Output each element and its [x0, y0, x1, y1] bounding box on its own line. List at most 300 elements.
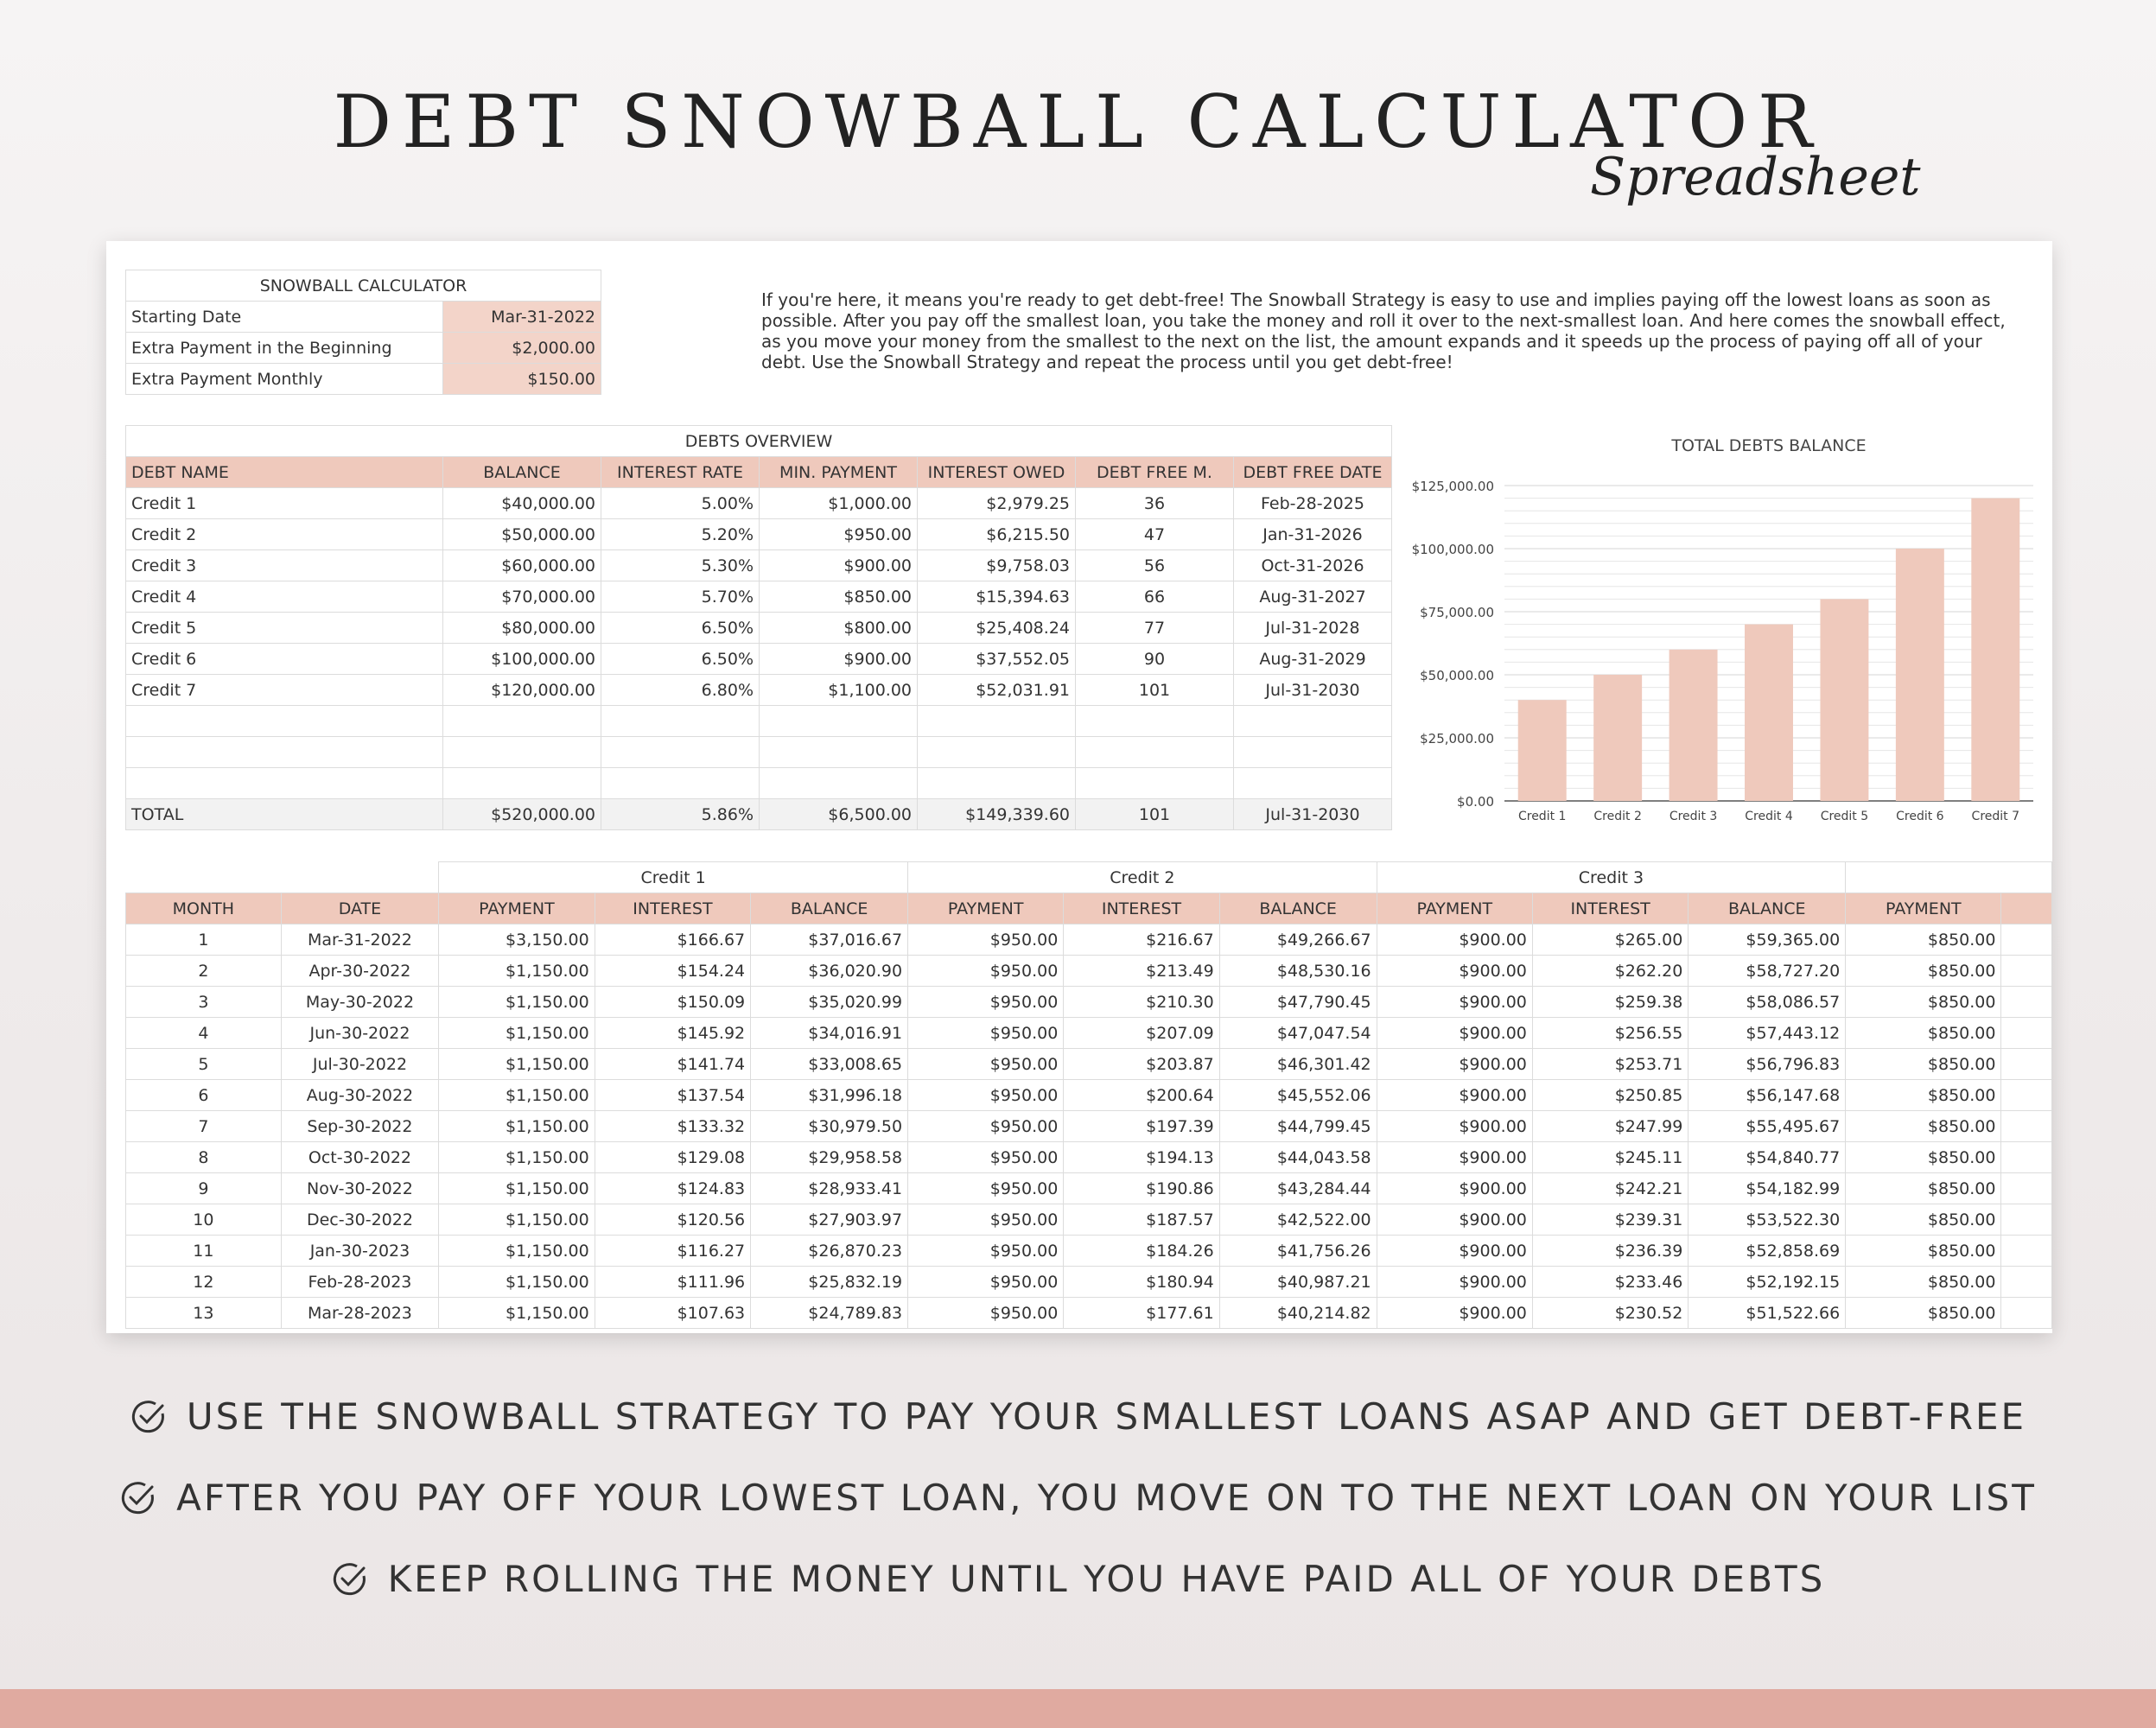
- debt-cell[interactable]: $850.00: [760, 581, 918, 613]
- schedule-cell[interactable]: $141.74: [595, 1049, 750, 1080]
- empty-cell[interactable]: [760, 768, 918, 799]
- schedule-cell[interactable]: Jul-30-2022: [281, 1049, 438, 1080]
- total-cell: $149,339.60: [918, 799, 1076, 830]
- schedule-cell[interactable]: 11: [126, 1236, 282, 1267]
- schedule-cell[interactable]: $45,552.06: [1219, 1080, 1377, 1111]
- schedule-cell[interactable]: $1,150.00: [439, 1173, 595, 1204]
- schedule-cell[interactable]: 10: [126, 1204, 282, 1236]
- y-tick-label: $0.00: [1457, 794, 1494, 810]
- schedule-cell[interactable]: $900.00: [1377, 1298, 1532, 1329]
- debt-cell[interactable]: Credit 5: [126, 613, 443, 644]
- schedule-cell[interactable]: 6: [126, 1080, 282, 1111]
- schedule-cell[interactable]: $850.00: [1846, 1111, 2001, 1142]
- schedule-cell[interactable]: $259.38: [1532, 987, 1688, 1018]
- empty-cell[interactable]: [1234, 706, 1392, 737]
- schedule-cell[interactable]: $1,150.00: [439, 987, 595, 1018]
- schedule-cell[interactable]: $900.00: [1377, 1111, 1532, 1142]
- column-header: DEBT FREE DATE: [1234, 457, 1392, 488]
- debt-cell[interactable]: Jul-31-2030: [1234, 675, 1392, 706]
- column-header: PAYMENT: [1377, 893, 1532, 924]
- debt-cell[interactable]: 56: [1076, 550, 1234, 581]
- debt-cell[interactable]: $6,215.50: [918, 519, 1076, 550]
- schedule-cell[interactable]: $47,047.54: [1219, 1018, 1377, 1049]
- debt-cell[interactable]: $1,000.00: [760, 488, 918, 519]
- schedule-cell[interactable]: $1,150.00: [439, 1267, 595, 1298]
- schedule-cell[interactable]: $43,284.44: [1219, 1173, 1377, 1204]
- schedule-cell[interactable]: 8: [126, 1142, 282, 1173]
- schedule-cell[interactable]: $1,150.00: [439, 1111, 595, 1142]
- schedule-cell[interactable]: $242.21: [1532, 1173, 1688, 1204]
- schedule-cell[interactable]: $187.57: [1064, 1204, 1219, 1236]
- empty-cell[interactable]: [601, 706, 760, 737]
- schedule-cell[interactable]: Sep-30-2022: [281, 1111, 438, 1142]
- empty-cell[interactable]: [601, 768, 760, 799]
- schedule-cell[interactable]: $900.00: [1377, 1236, 1532, 1267]
- debt-cell[interactable]: $120,000.00: [443, 675, 601, 706]
- debt-cell[interactable]: $37,552.05: [918, 644, 1076, 675]
- debt-cell[interactable]: 90: [1076, 644, 1234, 675]
- empty-cell[interactable]: [760, 737, 918, 768]
- debt-cell[interactable]: 77: [1076, 613, 1234, 644]
- schedule-cell[interactable]: $58,086.57: [1689, 987, 1846, 1018]
- schedule-cell[interactable]: $137.54: [595, 1080, 750, 1111]
- check-circle-icon: [331, 1560, 369, 1598]
- schedule-cell[interactable]: $180.94: [1064, 1267, 1219, 1298]
- schedule-cell[interactable]: $133.32: [595, 1111, 750, 1142]
- schedule-cell[interactable]: $120.56: [595, 1204, 750, 1236]
- feature-bullet: [0, 1391, 2156, 1443]
- schedule-cell[interactable]: $59,365.00: [1689, 924, 1846, 956]
- schedule-cell[interactable]: $900.00: [1377, 1142, 1532, 1173]
- debt-cell[interactable]: $950.00: [760, 519, 918, 550]
- column-header: BALANCE: [751, 893, 908, 924]
- empty-cell[interactable]: [126, 768, 443, 799]
- empty-cell[interactable]: [918, 768, 1076, 799]
- schedule-cell[interactable]: $177.61: [1064, 1298, 1219, 1329]
- schedule-cell[interactable]: $900.00: [1377, 987, 1532, 1018]
- schedule-cell[interactable]: $48,530.16: [1219, 956, 1377, 987]
- schedule-cell[interactable]: $34,016.91: [751, 1018, 908, 1049]
- credit-group-header: Credit 1: [439, 862, 908, 893]
- debt-cell[interactable]: $70,000.00: [443, 581, 601, 613]
- empty-cell[interactable]: [918, 706, 1076, 737]
- empty-cell[interactable]: [443, 737, 601, 768]
- schedule-cell[interactable]: $111.96: [595, 1267, 750, 1298]
- column-header: DATE: [281, 893, 438, 924]
- schedule-cell[interactable]: $236.39: [1532, 1236, 1688, 1267]
- schedule-cell[interactable]: $31,996.18: [751, 1080, 908, 1111]
- debt-cell[interactable]: $25,408.24: [918, 613, 1076, 644]
- column-header: INTEREST: [1064, 893, 1219, 924]
- schedule-cell[interactable]: $1,150.00: [439, 1204, 595, 1236]
- schedule-row: [126, 1018, 2052, 1049]
- debt-cell[interactable]: 66: [1076, 581, 1234, 613]
- column-header: BALANCE: [1689, 893, 1846, 924]
- debt-cell[interactable]: $900.00: [760, 550, 918, 581]
- empty-cell[interactable]: [126, 737, 443, 768]
- schedule-cell[interactable]: $1,150.00: [439, 1049, 595, 1080]
- check-circle-icon: [119, 1479, 157, 1517]
- schedule-cell[interactable]: Apr-30-2022: [281, 956, 438, 987]
- x-tick-label: Credit 6: [1896, 810, 1944, 823]
- column-header: INTEREST: [1532, 893, 1688, 924]
- spreadsheet-panel: [106, 241, 2052, 1333]
- schedule-cell[interactable]: $52,858.69: [1689, 1236, 1846, 1267]
- debts-overview-table: [125, 425, 1392, 830]
- schedule-cell[interactable]: $56,796.83: [1689, 1049, 1846, 1080]
- debt-row: [126, 581, 1392, 613]
- schedule-cell[interactable]: $29,958.58: [751, 1142, 908, 1173]
- schedule-cell[interactable]: $950.00: [908, 956, 1064, 987]
- schedule-cell[interactable]: $49,266.67: [1219, 924, 1377, 956]
- schedule-cell[interactable]: [2001, 1142, 2052, 1173]
- schedule-cell[interactable]: Jan-30-2023: [281, 1236, 438, 1267]
- x-tick-label: Credit 1: [1517, 810, 1567, 823]
- debt-cell[interactable]: $15,394.63: [918, 581, 1076, 613]
- schedule-cell[interactable]: $51,522.66: [1689, 1298, 1846, 1329]
- x-tick-label: Credit 4: [1745, 810, 1793, 823]
- schedule-cell[interactable]: $950.00: [908, 1018, 1064, 1049]
- schedule-cell[interactable]: $900.00: [1377, 1173, 1532, 1204]
- schedule-cell[interactable]: [2001, 1267, 2052, 1298]
- debt-row: [126, 644, 1392, 675]
- schedule-cell[interactable]: $256.55: [1532, 1018, 1688, 1049]
- debt-cell[interactable]: 101: [1076, 675, 1234, 706]
- schedule-cell[interactable]: $233.46: [1532, 1267, 1688, 1298]
- schedule-cell[interactable]: $26,870.23: [751, 1236, 908, 1267]
- schedule-row: [126, 924, 2052, 956]
- schedule-cell[interactable]: $950.00: [908, 987, 1064, 1018]
- schedule-cell[interactable]: $247.99: [1532, 1111, 1688, 1142]
- schedule-cell[interactable]: [2001, 1018, 2052, 1049]
- empty-cell[interactable]: [1234, 768, 1392, 799]
- schedule-cell[interactable]: $24,789.83: [751, 1298, 908, 1329]
- debt-cell[interactable]: 5.70%: [601, 581, 760, 613]
- total-cell: 101: [1076, 799, 1234, 830]
- debt-cell[interactable]: Aug-31-2029: [1234, 644, 1392, 675]
- schedule-cell[interactable]: 7: [126, 1111, 282, 1142]
- chart-bar: [1593, 675, 1642, 801]
- schedule-cell[interactable]: 5: [126, 1049, 282, 1080]
- schedule-cell[interactable]: $850.00: [1846, 956, 2001, 987]
- page-title: DEBT SNOWBALL CALCULATOR: [333, 79, 1823, 164]
- schedule-cell[interactable]: $253.71: [1532, 1049, 1688, 1080]
- schedule-cell[interactable]: $30,979.50: [751, 1111, 908, 1142]
- feature-bullet-text: KEEP ROLLING THE MONEY UNTIL YOU HAVE PAID ALL OF YOUR DEBTS: [387, 1558, 1826, 1600]
- debt-cell[interactable]: 47: [1076, 519, 1234, 550]
- schedule-cell[interactable]: [2001, 1298, 2052, 1329]
- schedule-cell[interactable]: $950.00: [908, 1204, 1064, 1236]
- empty-cell[interactable]: [1076, 706, 1234, 737]
- schedule-cell[interactable]: $42,522.00: [1219, 1204, 1377, 1236]
- schedule-cell[interactable]: $950.00: [908, 1267, 1064, 1298]
- column-header: INTEREST: [595, 893, 750, 924]
- calculator-label: Extra Payment Monthly: [126, 364, 443, 395]
- schedule-cell[interactable]: $1,150.00: [439, 1236, 595, 1267]
- schedule-cell[interactable]: $265.00: [1532, 924, 1688, 956]
- total-cell: $520,000.00: [443, 799, 601, 830]
- schedule-cell[interactable]: $33,008.65: [751, 1049, 908, 1080]
- schedule-cell[interactable]: $900.00: [1377, 1049, 1532, 1080]
- schedule-cell[interactable]: $44,799.45: [1219, 1111, 1377, 1142]
- schedule-cell[interactable]: $40,987.21: [1219, 1267, 1377, 1298]
- column-header: PAYMENT: [439, 893, 595, 924]
- schedule-cell[interactable]: $900.00: [1377, 1018, 1532, 1049]
- schedule-cell[interactable]: Oct-30-2022: [281, 1142, 438, 1173]
- schedule-cell[interactable]: $1,150.00: [439, 956, 595, 987]
- column-header: INTEREST OWED: [918, 457, 1076, 488]
- debt-cell[interactable]: Credit 6: [126, 644, 443, 675]
- schedule-cell[interactable]: $900.00: [1377, 1204, 1532, 1236]
- chart-svg: [1392, 425, 2049, 831]
- schedule-cell[interactable]: Dec-30-2022: [281, 1204, 438, 1236]
- overview-heading: DEBTS OVERVIEW: [126, 426, 1392, 457]
- debt-cell[interactable]: Aug-31-2027: [1234, 581, 1392, 613]
- schedule-cell[interactable]: $1,150.00: [439, 1298, 595, 1329]
- debt-cell[interactable]: Credit 1: [126, 488, 443, 519]
- schedule-cell[interactable]: $262.20: [1532, 956, 1688, 987]
- empty-cell[interactable]: [443, 768, 601, 799]
- schedule-cell[interactable]: 13: [126, 1298, 282, 1329]
- calculator-label: Starting Date: [126, 302, 443, 333]
- schedule-cell[interactable]: Feb-28-2023: [281, 1267, 438, 1298]
- schedule-cell[interactable]: $25,832.19: [751, 1267, 908, 1298]
- schedule-cell[interactable]: $1,150.00: [439, 1142, 595, 1173]
- schedule-cell[interactable]: Mar-31-2022: [281, 924, 438, 956]
- empty-debt-row: [126, 737, 1392, 768]
- schedule-cell[interactable]: 3: [126, 987, 282, 1018]
- schedule-cell[interactable]: $46,301.42: [1219, 1049, 1377, 1080]
- schedule-cell[interactable]: $850.00: [1846, 1236, 2001, 1267]
- empty-cell[interactable]: [918, 737, 1076, 768]
- schedule-cell[interactable]: $239.31: [1532, 1204, 1688, 1236]
- schedule-cell[interactable]: $47,790.45: [1219, 987, 1377, 1018]
- debt-cell[interactable]: Credit 3: [126, 550, 443, 581]
- schedule-cell[interactable]: $850.00: [1846, 1142, 2001, 1173]
- empty-cell[interactable]: [443, 706, 601, 737]
- empty-cell[interactable]: [760, 706, 918, 737]
- schedule-cell[interactable]: $56,147.68: [1689, 1080, 1846, 1111]
- debt-cell[interactable]: Credit 4: [126, 581, 443, 613]
- debt-cell[interactable]: Feb-28-2025: [1234, 488, 1392, 519]
- schedule-cell[interactable]: $190.86: [1064, 1173, 1219, 1204]
- schedule-cell[interactable]: $124.83: [595, 1173, 750, 1204]
- schedule-cell[interactable]: $40,214.82: [1219, 1298, 1377, 1329]
- schedule-cell[interactable]: $194.13: [1064, 1142, 1219, 1173]
- schedule-cell[interactable]: $116.27: [595, 1236, 750, 1267]
- schedule-cell[interactable]: [2001, 1236, 2052, 1267]
- schedule-cell[interactable]: $145.92: [595, 1018, 750, 1049]
- schedule-cell[interactable]: $129.08: [595, 1142, 750, 1173]
- schedule-cell[interactable]: $166.67: [595, 924, 750, 956]
- debt-row: [126, 613, 1392, 644]
- schedule-cell[interactable]: [2001, 1173, 2052, 1204]
- empty-cell[interactable]: [601, 737, 760, 768]
- schedule-cell[interactable]: Jun-30-2022: [281, 1018, 438, 1049]
- schedule-cell[interactable]: $36,020.90: [751, 956, 908, 987]
- schedule-cell[interactable]: $900.00: [1377, 1080, 1532, 1111]
- schedule-cell[interactable]: $44,043.58: [1219, 1142, 1377, 1173]
- schedule-row: [126, 956, 2052, 987]
- schedule-cell[interactable]: Aug-30-2022: [281, 1080, 438, 1111]
- schedule-cell[interactable]: Nov-30-2022: [281, 1173, 438, 1204]
- debt-cell[interactable]: $52,031.91: [918, 675, 1076, 706]
- schedule-cell[interactable]: $37,016.67: [751, 924, 908, 956]
- debt-cell[interactable]: $100,000.00: [443, 644, 601, 675]
- schedule-cell[interactable]: $197.39: [1064, 1111, 1219, 1142]
- schedule-cell[interactable]: $850.00: [1846, 1049, 2001, 1080]
- debt-cell[interactable]: Oct-31-2026: [1234, 550, 1392, 581]
- schedule-cell[interactable]: $245.11: [1532, 1142, 1688, 1173]
- schedule-cell[interactable]: $950.00: [908, 1049, 1064, 1080]
- schedule-cell[interactable]: $950.00: [908, 1142, 1064, 1173]
- schedule-cell[interactable]: $850.00: [1846, 987, 2001, 1018]
- schedule-cell[interactable]: $54,182.99: [1689, 1173, 1846, 1204]
- schedule-cell[interactable]: $850.00: [1846, 1018, 2001, 1049]
- total-cell: $6,500.00: [760, 799, 918, 830]
- schedule-cell[interactable]: $207.09: [1064, 1018, 1219, 1049]
- debt-cell[interactable]: 6.50%: [601, 613, 760, 644]
- schedule-cell[interactable]: $950.00: [908, 1298, 1064, 1329]
- schedule-cell[interactable]: $41,756.26: [1219, 1236, 1377, 1267]
- schedule-cell[interactable]: $850.00: [1846, 924, 2001, 956]
- schedule-cell[interactable]: $950.00: [908, 924, 1064, 956]
- column-header: MIN. PAYMENT: [760, 457, 918, 488]
- schedule-row: [126, 1236, 2052, 1267]
- schedule-cell[interactable]: $53,522.30: [1689, 1204, 1846, 1236]
- schedule-cell[interactable]: [2001, 1111, 2052, 1142]
- debt-cell[interactable]: 5.30%: [601, 550, 760, 581]
- schedule-cell[interactable]: $54,840.77: [1689, 1142, 1846, 1173]
- schedule-cell[interactable]: $58,727.20: [1689, 956, 1846, 987]
- schedule-cell[interactable]: $216.67: [1064, 924, 1219, 956]
- empty-cell[interactable]: [1076, 737, 1234, 768]
- schedule-row: [126, 1111, 2052, 1142]
- schedule-cell[interactable]: $213.49: [1064, 956, 1219, 987]
- schedule-cell[interactable]: $850.00: [1846, 1080, 2001, 1111]
- schedule-row: [126, 1080, 2052, 1111]
- debt-cell[interactable]: $40,000.00: [443, 488, 601, 519]
- schedule-cell[interactable]: $107.63: [595, 1298, 750, 1329]
- debt-cell[interactable]: $50,000.00: [443, 519, 601, 550]
- schedule-cell[interactable]: [2001, 924, 2052, 956]
- empty-cell[interactable]: [126, 706, 443, 737]
- schedule-cell[interactable]: $1,150.00: [439, 1018, 595, 1049]
- snowball-calculator-table: [125, 270, 601, 395]
- schedule-cell[interactable]: 9: [126, 1173, 282, 1204]
- schedule-cell[interactable]: [2001, 987, 2052, 1018]
- debt-cell[interactable]: Credit 2: [126, 519, 443, 550]
- schedule-cell[interactable]: Mar-28-2023: [281, 1298, 438, 1329]
- schedule-cell[interactable]: $150.09: [595, 987, 750, 1018]
- credit-group-header: Credit 3: [1377, 862, 1846, 893]
- debt-cell[interactable]: 36: [1076, 488, 1234, 519]
- schedule-cell[interactable]: 12: [126, 1267, 282, 1298]
- total-debts-balance-chart: [1392, 425, 2049, 831]
- schedule-cell[interactable]: [2001, 1080, 2052, 1111]
- debt-cell[interactable]: $60,000.00: [443, 550, 601, 581]
- x-tick-label: Credit 2: [1593, 810, 1642, 823]
- schedule-cell[interactable]: $850.00: [1846, 1267, 2001, 1298]
- schedule-cell[interactable]: 4: [126, 1018, 282, 1049]
- schedule-cell[interactable]: $950.00: [908, 1173, 1064, 1204]
- schedule-cell[interactable]: $850.00: [1846, 1173, 2001, 1204]
- schedule-cell[interactable]: $900.00: [1377, 956, 1532, 987]
- debt-cell[interactable]: $900.00: [760, 644, 918, 675]
- schedule-row: [126, 1173, 2052, 1204]
- schedule-cell[interactable]: $55,495.67: [1689, 1111, 1846, 1142]
- schedule-cell[interactable]: $950.00: [908, 1080, 1064, 1111]
- empty-cell[interactable]: [1234, 737, 1392, 768]
- schedule-cell[interactable]: $230.52: [1532, 1298, 1688, 1329]
- schedule-cell[interactable]: $950.00: [908, 1111, 1064, 1142]
- schedule-cell[interactable]: $154.24: [595, 956, 750, 987]
- debt-cell[interactable]: $1,100.00: [760, 675, 918, 706]
- schedule-cell[interactable]: $184.26: [1064, 1236, 1219, 1267]
- schedule-cell[interactable]: $900.00: [1377, 1267, 1532, 1298]
- debt-cell[interactable]: 5.20%: [601, 519, 760, 550]
- debt-cell[interactable]: $800.00: [760, 613, 918, 644]
- debt-cell[interactable]: 6.80%: [601, 675, 760, 706]
- schedule-cell[interactable]: $850.00: [1846, 1298, 2001, 1329]
- extra-payment-monthly-input[interactable]: $150.00: [443, 364, 601, 395]
- schedule-cell[interactable]: $950.00: [908, 1236, 1064, 1267]
- schedule-cell[interactable]: 2: [126, 956, 282, 987]
- schedule-cell[interactable]: [2001, 1049, 2052, 1080]
- schedule-cell[interactable]: $1,150.00: [439, 1080, 595, 1111]
- schedule-cell[interactable]: $57,443.12: [1689, 1018, 1846, 1049]
- schedule-cell[interactable]: $35,020.99: [751, 987, 908, 1018]
- column-header: PAYMENT: [908, 893, 1064, 924]
- debt-cell[interactable]: Jul-31-2028: [1234, 613, 1392, 644]
- schedule-cell[interactable]: $200.64: [1064, 1080, 1219, 1111]
- chart-title: TOTAL DEBTS BALANCE: [1671, 436, 1867, 455]
- schedule-cell[interactable]: $250.85: [1532, 1080, 1688, 1111]
- debt-cell[interactable]: $80,000.00: [443, 613, 601, 644]
- column-header: DEBT FREE M.: [1076, 457, 1234, 488]
- schedule-cell[interactable]: $203.87: [1064, 1049, 1219, 1080]
- schedule-cell[interactable]: 1: [126, 924, 282, 956]
- feature-bullet-text: USE THE SNOWBALL STRATEGY TO PAY YOUR SMALLEST LOANS ASAP AND GET DEBT-FREE: [186, 1395, 2027, 1438]
- debt-cell[interactable]: Credit 7: [126, 675, 443, 706]
- debt-cell[interactable]: 6.50%: [601, 644, 760, 675]
- debt-cell[interactable]: Jan-31-2026: [1234, 519, 1392, 550]
- feature-bullet: [0, 1472, 2156, 1524]
- schedule-cell[interactable]: $900.00: [1377, 924, 1532, 956]
- starting-date-input[interactable]: Mar-31-2022: [443, 302, 601, 333]
- debt-cell[interactable]: $2,979.25: [918, 488, 1076, 519]
- schedule-cell[interactable]: $28,933.41: [751, 1173, 908, 1204]
- schedule-cell[interactable]: $27,903.97: [751, 1204, 908, 1236]
- schedule-cell[interactable]: May-30-2022: [281, 987, 438, 1018]
- description-text: If you're here, it means you're ready to get debt-free! The Snowball Strategy is easy to use and implies paying off the lowest loans as soon as possible. After you pay off the smallest loan, you take the money and roll it over to the next-smallest loan. And here comes the snowball effect, as you move your money from the smallest to the next on the list, the amount expands and it speeds up the process of paying off all of your debt. Use the Snowball Strategy and repeat the process until you get debt-free!: [761, 289, 2006, 372]
- schedule-cell[interactable]: $210.30: [1064, 987, 1219, 1018]
- schedule-cell[interactable]: $3,150.00: [439, 924, 595, 956]
- total-cell: 5.86%: [601, 799, 760, 830]
- schedule-row: [126, 1267, 2052, 1298]
- debt-cell[interactable]: $9,758.03: [918, 550, 1076, 581]
- debt-cell[interactable]: 5.00%: [601, 488, 760, 519]
- empty-cell[interactable]: [1076, 768, 1234, 799]
- schedule-cell[interactable]: $52,192.15: [1689, 1267, 1846, 1298]
- schedule-cell[interactable]: [2001, 956, 2052, 987]
- chart-bar: [1669, 650, 1718, 801]
- extra-payment-beginning-input[interactable]: $2,000.00: [443, 333, 601, 364]
- schedule-cell[interactable]: $850.00: [1846, 1204, 2001, 1236]
- x-tick-label: Credit 5: [1820, 810, 1869, 823]
- schedule-cell[interactable]: [2001, 1204, 2052, 1236]
- empty-debt-row: [126, 768, 1392, 799]
